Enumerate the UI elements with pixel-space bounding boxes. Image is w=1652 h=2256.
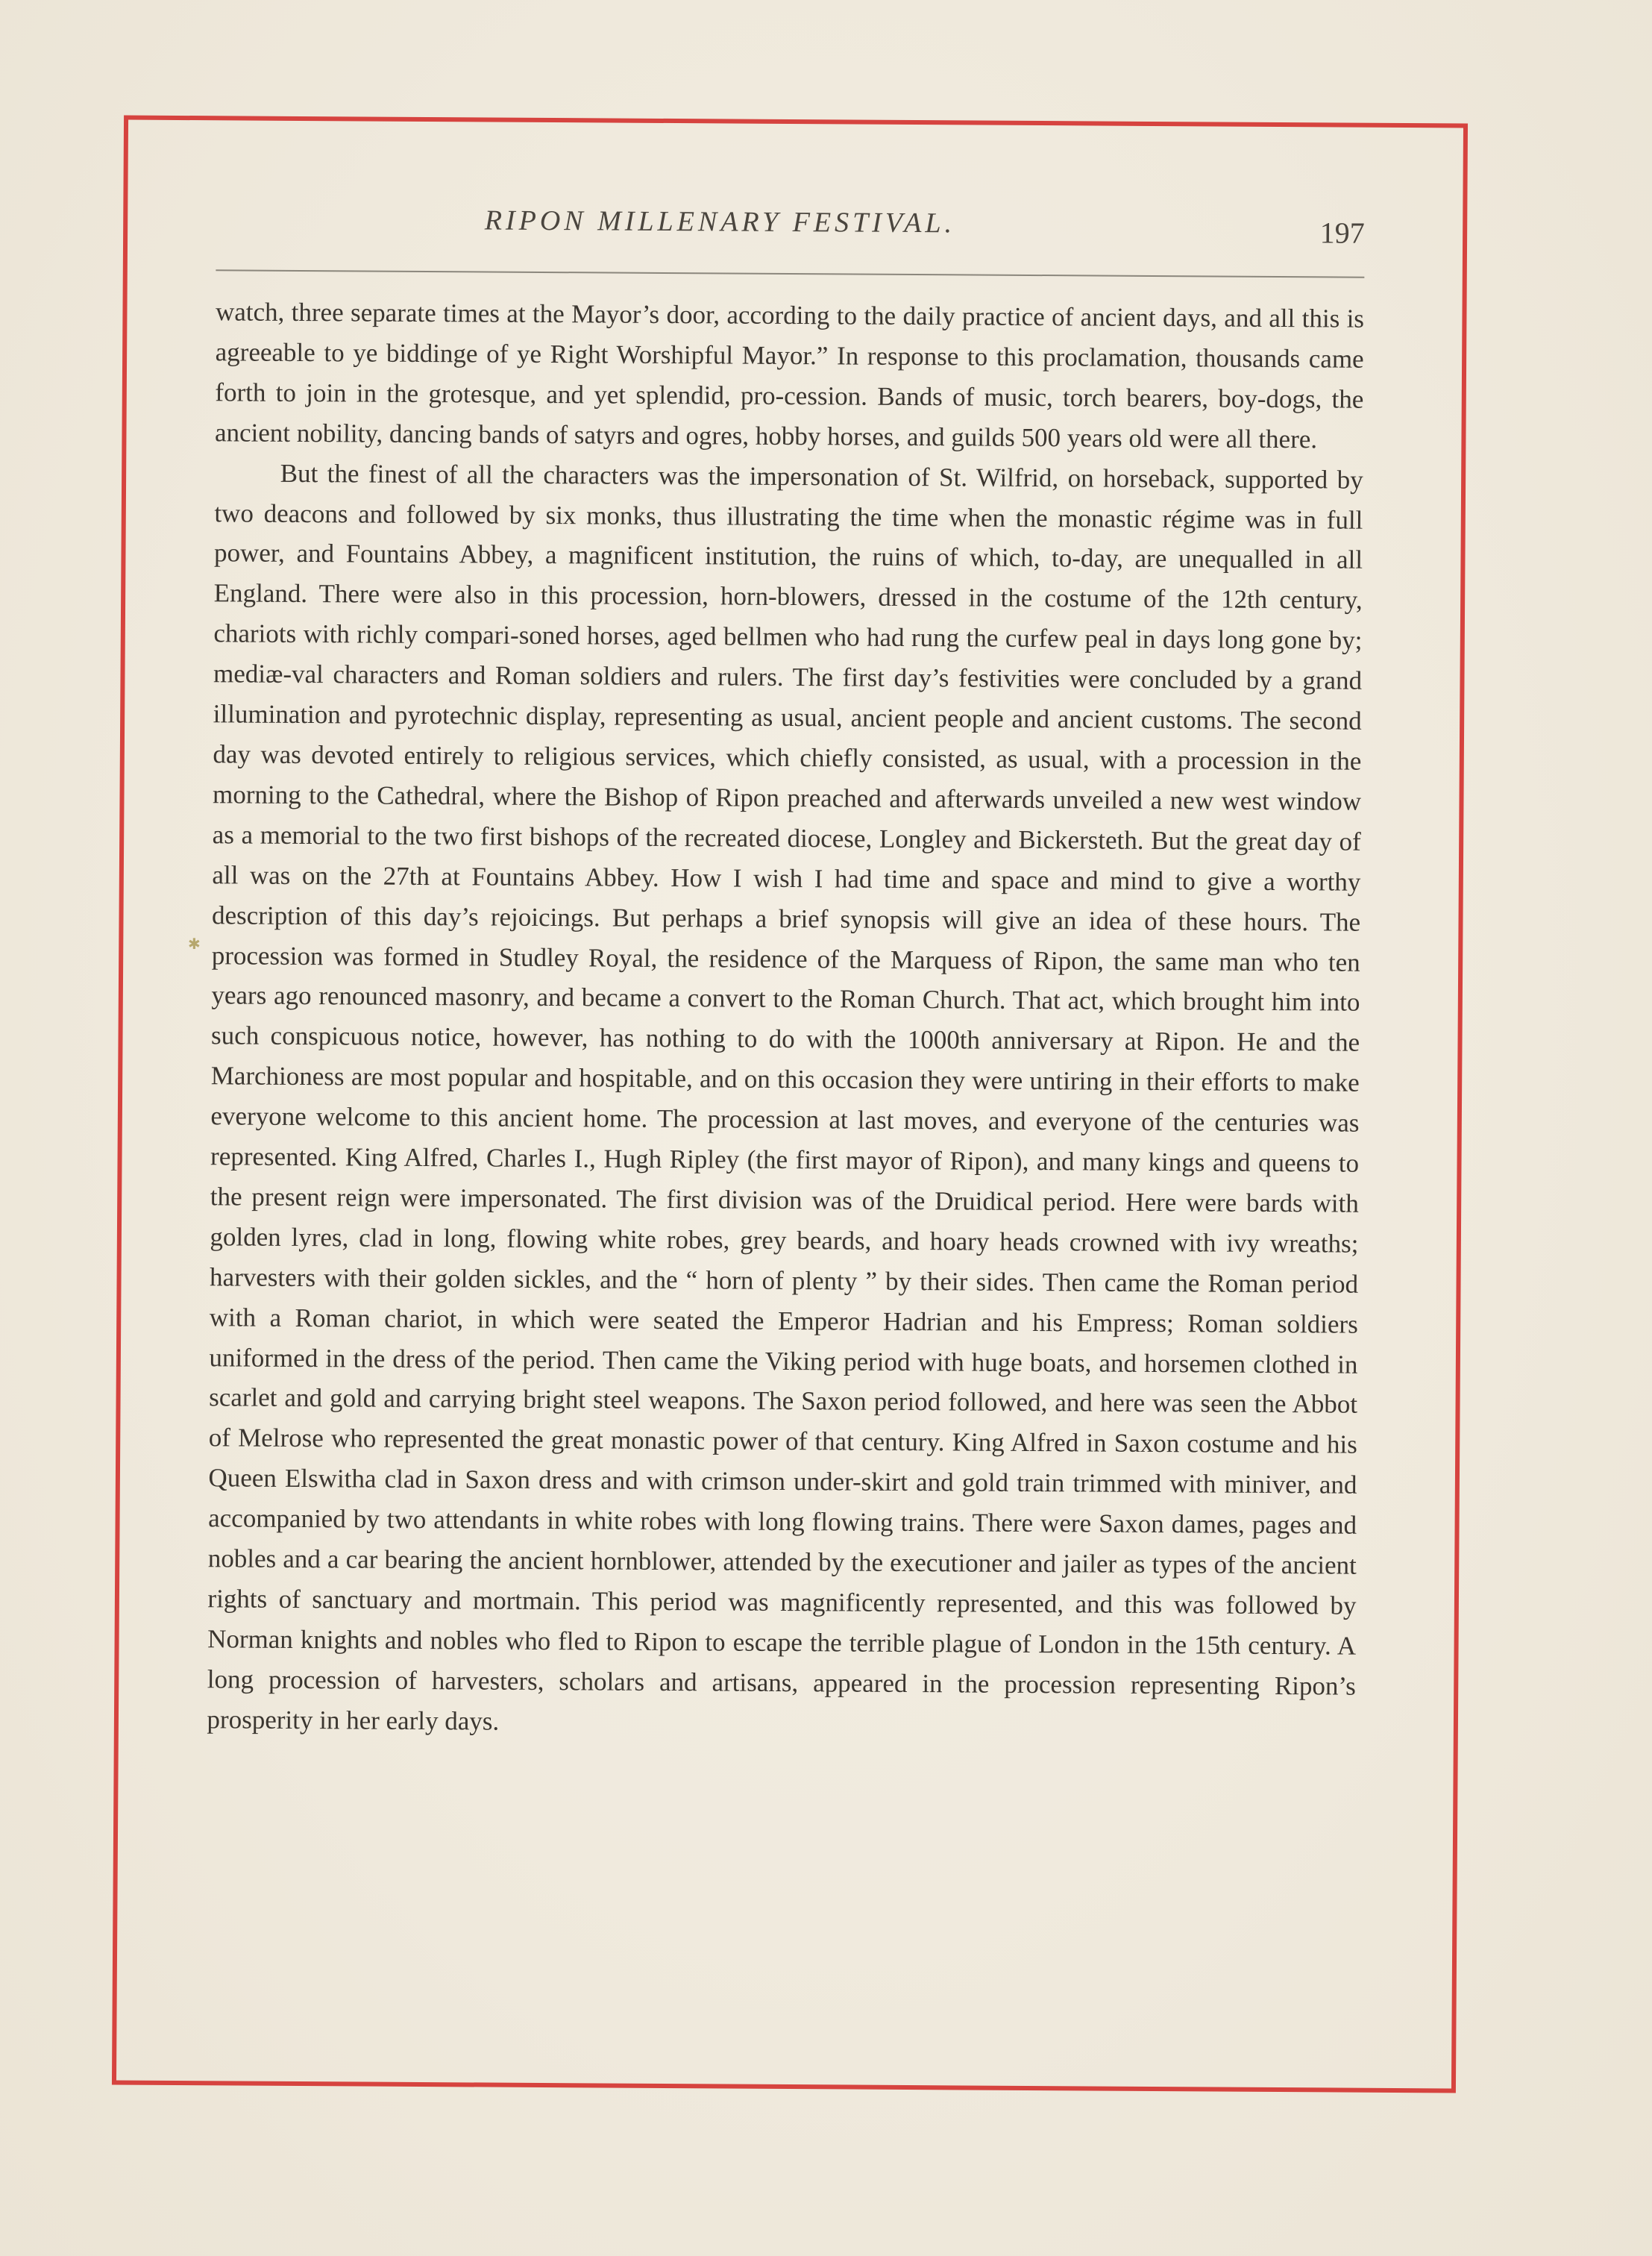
page-content	[207, 192, 1365, 1746]
body-text	[207, 292, 1364, 1746]
paragraph-2: But the finest of all the characters was the impersonation of St. Wilfrid, on horseback, supported by two deacons and followed by six monks, thus illustrating the time when the monastic régime was in full power, and Fountains Abbey, a magnificent institution, the ruins of which, to-day, are unequalled in all England. There were also in this procession, horn-blowers, dressed in the costume of the 12th century, chariots with richly compari-soned horses, aged bellmen who had rung the curfew peal in days long gone by; mediæ-val characters and Roman soldiers and rulers. The first day’s festivities were concluded by a grand illumination and pyrotechnic display, representing as usual, ancient people and ancient customs. The second day was devoted entirely to religious services, which chiefly consisted, as usual, with a procession in the morning to the Cathedral, where the Bishop of Ripon preached and afterwards unveiled a new west window as a memorial to the two first bishops of the recreated diocese, Longley and Bickersteth. But the great day of all was on the 27th at Fountains Abbey. How I wish I had time and space and mind to give a worthy description of this day’s rejoicings. But perhaps a brief synopsis will give an idea of these hours. The procession was formed in Studley Royal, the residence of the Marquess of Ripon, the same man who ten years ago renounced masonry, and became a convert to the Roman Church. That act, which brought him into such conspicuous notice, however, has nothing to do with the 1000th anniversary at Ripon. He and the Marchioness are most popular and hospitable, and on this occasion they were untiring in their efforts to make everyone welcome to this ancient home. The procession at last moves, and everyone of the centuries was represented. King Alfred, Charles I., Hugh Ripley (the first mayor of Ripon), and many kings and queens to the present reign were impersonated. The first division was of the Druidical period. Here were bards with golden lyres, clad in long, flowing white robes, grey beards, and hoary heads crowned with ivy wreaths; harvesters with their golden sickles, and the “ horn of plenty ” by their sides. Then came the Roman period with a Roman chariot, in which were seated the Emperor Hadrian and his Empress; Roman soldiers uniformed in the dress of the period. Then came the Viking period with huge boats, and horsemen clothed in scarlet and gold and carrying bright steel weapons. The Saxon period followed, and here was seen the Abbot of Melrose who represented the great monastic power of that century. King Alfred in Saxon costume and his Queen Elswitha clad in Saxon dress and with crimson under-skirt and gold train trimmed with miniver, and accompanied by two attendants in white robes with long flowing trains. There were Saxon dames, pages and nobles and a car bearing the ancient hornblower, attended by the executioner and jailer as types of the ancient rights of sanctuary and mortmain. This period was magnificently represented, and this was followed by Norman knights and nobles who fled to Ripon to escape the terrible plague of London in the 15th century. A long procession of harvesters, scholars and artisans, appeared in the procession representing Ripon’s prosperity in her early days.	[207, 458, 1363, 1736]
page-number: 197	[1319, 216, 1365, 250]
running-title: RIPON MILLENARY FESTIVAL.	[484, 204, 956, 239]
paragraph-1: watch, three separate times at the Mayor’s door, according to the daily practice of ancient days, and all this is agreeable to ye biddinge of ye Right Worshipful Mayor.” In response to this proclamation, thousands came forth to join in the grotesque, and yet splendid, pro-cession. Bands of music, torch bearers, boy-dogs, the ancient nobility, dancing bands of satyrs and ogres, hobby horses, and guilds 500 years old were all there.	[214, 297, 1365, 454]
running-head	[216, 192, 1365, 249]
margin-mark-icon: ✱	[188, 936, 201, 953]
header-rule	[216, 269, 1364, 278]
